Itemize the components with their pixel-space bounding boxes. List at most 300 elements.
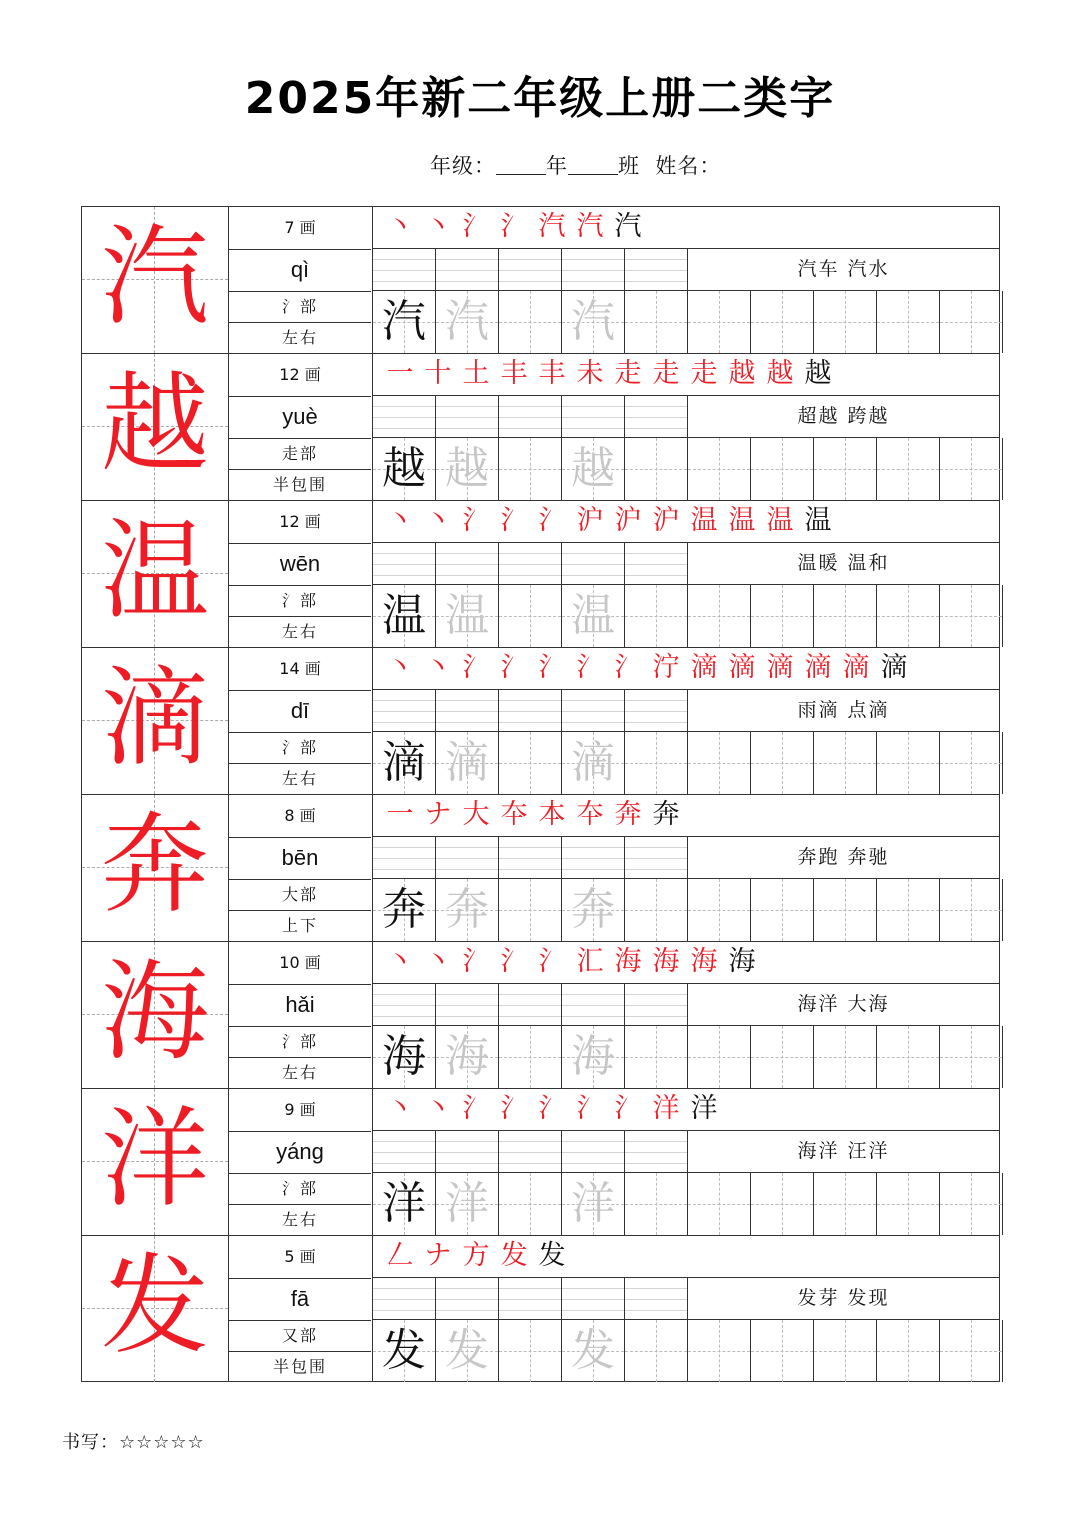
stroke-step: ナ: [424, 1240, 452, 1271]
stroke-order: [373, 501, 999, 543]
practice-cell[interactable]: [562, 585, 625, 647]
pinyin-practice-box[interactable]: [562, 1278, 625, 1319]
practice-cell[interactable]: [814, 291, 877, 353]
practice-grid: [373, 1320, 999, 1382]
char-info: [229, 1236, 373, 1382]
practice-cell[interactable]: [751, 291, 814, 353]
stroke-step: 滴: [804, 652, 832, 683]
cell-guide-vertical: [719, 1320, 720, 1382]
pinyin: yuè: [229, 396, 371, 439]
practice-cell[interactable]: [688, 879, 751, 941]
cell-guide-vertical: [656, 1173, 657, 1235]
radical: 氵部: [229, 1026, 371, 1058]
pinyin: yáng: [229, 1131, 371, 1174]
practice-cell[interactable]: [940, 438, 1003, 500]
practice-grid: [373, 585, 999, 647]
cell-guide-vertical: [845, 585, 846, 647]
stroke-step: 海: [728, 946, 756, 977]
stroke-step: 洋: [690, 1093, 718, 1124]
practice-cell[interactable]: [877, 732, 940, 794]
practice-cell[interactable]: [877, 1026, 940, 1088]
practice-cell[interactable]: [940, 1026, 1003, 1088]
stroke-step: 方: [462, 1240, 490, 1271]
practice-cell[interactable]: [814, 1173, 877, 1235]
cell-guide-vertical: [971, 1173, 972, 1235]
writing-area: [373, 1236, 999, 1382]
big-char-cell: [82, 207, 229, 353]
practice-cell[interactable]: [625, 879, 688, 941]
stroke-order: [373, 354, 999, 396]
stroke-step: 汽: [614, 211, 642, 242]
pinyin-practice-box[interactable]: [373, 249, 436, 290]
practice-cell[interactable]: [562, 291, 625, 353]
char-row: [82, 942, 999, 1089]
class-blank[interactable]: [568, 154, 618, 175]
practice-cell[interactable]: [562, 1173, 625, 1235]
stroke-step: 夲: [500, 799, 528, 830]
big-character: 越: [100, 362, 209, 487]
example-words: 汽车 汽水: [797, 258, 890, 280]
cell-guide-vertical: [656, 1320, 657, 1382]
cell-guide-vertical: [908, 291, 909, 353]
pinyin-practice-row: [373, 543, 999, 585]
practice-cell[interactable]: [814, 1026, 877, 1088]
writing-area: [373, 942, 999, 1088]
cell-guide-vertical: [782, 732, 783, 794]
writing-area: [373, 354, 999, 500]
stroke-order: [373, 795, 999, 837]
big-char-cell: [82, 501, 229, 647]
stroke-step: 丶: [424, 946, 452, 977]
practice-cell[interactable]: [373, 732, 436, 794]
stroke-step: 氵: [538, 652, 566, 683]
pinyin-practice-row: [373, 984, 999, 1026]
cell-guide-vertical: [971, 1026, 972, 1088]
pinyin-practice-box[interactable]: [373, 543, 436, 584]
stroke-step: 海: [652, 946, 680, 977]
practice-cell[interactable]: [814, 438, 877, 500]
practice-cell[interactable]: [625, 1026, 688, 1088]
practice-cell[interactable]: [436, 291, 499, 353]
pinyin-practice-box[interactable]: [436, 984, 499, 1025]
practice-cell[interactable]: [814, 879, 877, 941]
pinyin-practice-box[interactable]: [562, 984, 625, 1025]
pinyin-practice-box[interactable]: [373, 1131, 436, 1172]
stroke-step: 海: [690, 946, 718, 977]
stroke-step: 汽: [538, 211, 566, 242]
footer-label: 书写：: [62, 1432, 119, 1453]
stroke-step: 丶: [386, 211, 414, 242]
big-char-cell: [82, 1236, 229, 1382]
pinyin-practice-box[interactable]: [436, 837, 499, 878]
practice-cell[interactable]: [436, 1173, 499, 1235]
cell-guide-vertical: [719, 732, 720, 794]
stroke-step: 温: [728, 505, 756, 536]
practice-cell[interactable]: [562, 1320, 625, 1382]
pinyin-practice-box[interactable]: [625, 396, 688, 437]
pinyin-practice-box[interactable]: [562, 543, 625, 584]
stroke-step: 发: [500, 1240, 528, 1271]
pinyin: hǎi: [229, 984, 371, 1027]
cell-guide-vertical: [908, 732, 909, 794]
char-info: [229, 207, 373, 353]
practice-cell[interactable]: [688, 1320, 751, 1382]
practice-cell[interactable]: [688, 732, 751, 794]
stroke-step: 𠃋: [386, 1240, 414, 1271]
practice-grid: [373, 1026, 999, 1088]
big-char-cell: [82, 1089, 229, 1235]
stroke-step: 一: [386, 358, 414, 389]
cell-guide-vertical: [845, 1320, 846, 1382]
stroke-step: 洋: [652, 1093, 680, 1124]
stroke-step: 发: [538, 1240, 566, 1271]
writing-area: [373, 795, 999, 941]
pinyin-practice-box[interactable]: [562, 1131, 625, 1172]
practice-cell[interactable]: [373, 585, 436, 647]
stroke-step: 氵: [614, 1093, 642, 1124]
cell-guide-vertical: [908, 879, 909, 941]
practice-cell[interactable]: [562, 438, 625, 500]
stroke-step: 土: [462, 358, 490, 389]
practice-cell[interactable]: [436, 1320, 499, 1382]
stroke-order: [373, 1089, 999, 1131]
radical: 氵部: [229, 585, 371, 617]
char-row: [82, 795, 999, 942]
grade-label: 年级：: [430, 154, 496, 178]
stroke-step: 越: [728, 358, 756, 389]
stroke-step: 滴: [880, 652, 908, 683]
cell-guide-vertical: [845, 879, 846, 941]
pinyin-practice-box[interactable]: [562, 396, 625, 437]
big-char-cell: [82, 942, 229, 1088]
practice-cell[interactable]: [688, 1173, 751, 1235]
worksheet-table: [81, 206, 1000, 1382]
pinyin-practice-box[interactable]: [625, 984, 688, 1025]
practice-cell[interactable]: [877, 879, 940, 941]
example-words: 发芽 发现: [797, 1287, 890, 1309]
practice-cell[interactable]: [940, 291, 1003, 353]
char-row: [82, 1236, 999, 1383]
pinyin-practice-box[interactable]: [562, 837, 625, 878]
model-character: 奔: [382, 884, 426, 935]
stroke-step: 温: [804, 505, 832, 536]
cell-guide-vertical: [971, 732, 972, 794]
page-title: 2025年新二年级上册二类字: [244, 73, 836, 124]
practice-grid: [373, 879, 999, 941]
practice-cell[interactable]: [436, 585, 499, 647]
practice-cell[interactable]: [625, 1320, 688, 1382]
practice-cell[interactable]: [751, 438, 814, 500]
pinyin-practice-box[interactable]: [436, 1278, 499, 1319]
pinyin-practice-box[interactable]: [499, 1131, 562, 1172]
practice-cell[interactable]: [499, 438, 562, 500]
practice-cell[interactable]: [814, 585, 877, 647]
stroke-step: 丶: [424, 1093, 452, 1124]
stroke-step: 奔: [614, 799, 642, 830]
cell-guide-vertical: [782, 1173, 783, 1235]
practice-cell[interactable]: [373, 438, 436, 500]
example-words: 超越 跨越: [797, 405, 890, 427]
trace-character: 海: [445, 1031, 489, 1082]
stroke-step: 走: [690, 358, 718, 389]
pinyin-practice-box[interactable]: [373, 984, 436, 1025]
cell-guide-vertical: [530, 1320, 531, 1382]
cell-guide-vertical: [719, 1026, 720, 1088]
stroke-step: 氵: [500, 946, 528, 977]
grade-blank[interactable]: [496, 154, 546, 175]
practice-grid: [373, 732, 999, 794]
practice-cell[interactable]: [688, 585, 751, 647]
big-char-cell: [82, 648, 229, 794]
practice-cell[interactable]: [751, 732, 814, 794]
pinyin-practice-box[interactable]: [625, 690, 688, 731]
stroke-step: 温: [690, 505, 718, 536]
cell-guide-vertical: [971, 291, 972, 353]
cell-guide-vertical: [782, 585, 783, 647]
practice-cell[interactable]: [751, 1026, 814, 1088]
stroke-order: [373, 1236, 999, 1278]
structure: 左右: [281, 1210, 318, 1229]
pinyin-practice-box[interactable]: [436, 543, 499, 584]
radical: 氵部: [229, 1173, 371, 1205]
practice-cell[interactable]: [751, 585, 814, 647]
practice-cell[interactable]: [373, 291, 436, 353]
stroke-step: 氵: [538, 946, 566, 977]
cell-guide-vertical: [845, 1026, 846, 1088]
practice-cell[interactable]: [688, 291, 751, 353]
stroke-count: 14 画: [229, 648, 371, 691]
big-char-cell: [82, 795, 229, 941]
pinyin-practice-row: [373, 249, 999, 291]
stroke-step: 丶: [386, 946, 414, 977]
practice-cell[interactable]: [625, 438, 688, 500]
cell-guide-vertical: [719, 438, 720, 500]
cell-guide-vertical: [530, 1173, 531, 1235]
pinyin-practice-box[interactable]: [562, 690, 625, 731]
big-character: 奔: [100, 803, 209, 928]
pinyin-practice-box[interactable]: [625, 249, 688, 290]
practice-cell[interactable]: [625, 291, 688, 353]
stroke-count: 12 画: [229, 354, 371, 397]
practice-cell[interactable]: [373, 1173, 436, 1235]
pinyin-practice-box[interactable]: [373, 396, 436, 437]
practice-cell[interactable]: [499, 879, 562, 941]
practice-cell[interactable]: [373, 1026, 436, 1088]
practice-cell[interactable]: [877, 585, 940, 647]
char-info: [229, 795, 373, 941]
pinyin-practice-box[interactable]: [373, 690, 436, 731]
structure: 左右: [281, 769, 318, 788]
practice-cell[interactable]: [814, 732, 877, 794]
stroke-step: 本: [538, 799, 566, 830]
stroke-step: 氵: [538, 505, 566, 536]
cell-guide-vertical: [719, 879, 720, 941]
stroke-step: 氵: [462, 1093, 490, 1124]
stroke-step: 越: [804, 358, 832, 389]
pinyin: dī: [229, 690, 371, 733]
cell-guide-vertical: [656, 585, 657, 647]
radical: 氵部: [229, 732, 371, 764]
char-info: [229, 354, 373, 500]
cell-guide-vertical: [656, 732, 657, 794]
pinyin-practice-box[interactable]: [562, 249, 625, 290]
practice-cell[interactable]: [814, 1320, 877, 1382]
practice-cell[interactable]: [499, 1026, 562, 1088]
practice-cell[interactable]: [373, 1320, 436, 1382]
stroke-step: 丶: [386, 505, 414, 536]
practice-cell[interactable]: [940, 1173, 1003, 1235]
practice-cell[interactable]: [940, 1320, 1003, 1382]
cell-guide-vertical: [656, 438, 657, 500]
pinyin-practice-box[interactable]: [436, 249, 499, 290]
big-character: 发: [100, 1244, 209, 1369]
cell-guide-vertical: [530, 1026, 531, 1088]
cell-guide-vertical: [845, 291, 846, 353]
pinyin-practice-box[interactable]: [499, 396, 562, 437]
stroke-step: 氵: [614, 652, 642, 683]
trace-character: 汽: [445, 296, 489, 347]
writing-area: [373, 207, 999, 353]
trace-character: 汽: [571, 296, 615, 347]
practice-cell[interactable]: [877, 438, 940, 500]
practice-grid: [373, 291, 999, 353]
cell-guide-vertical: [656, 291, 657, 353]
name-label: 姓名：: [655, 154, 722, 178]
practice-cell[interactable]: [877, 291, 940, 353]
stroke-step: 温: [766, 505, 794, 536]
example-words: 雨滴 点滴: [797, 699, 890, 721]
practice-cell[interactable]: [940, 732, 1003, 794]
pinyin-practice-row: [373, 396, 999, 438]
pinyin-practice-box[interactable]: [499, 1278, 562, 1319]
footer: [62, 1428, 205, 1454]
practice-cell[interactable]: [625, 585, 688, 647]
big-character: 温: [100, 509, 209, 634]
stroke-step: 氵: [576, 652, 604, 683]
practice-cell[interactable]: [436, 1026, 499, 1088]
stroke-step: 滴: [728, 652, 756, 683]
practice-cell[interactable]: [436, 438, 499, 500]
stroke-step: 一: [386, 799, 414, 830]
practice-cell[interactable]: [625, 732, 688, 794]
stroke-step: 沪: [576, 505, 604, 536]
stroke-order: [373, 648, 999, 690]
stroke-count: 9 画: [229, 1089, 371, 1132]
cell-guide-vertical: [971, 438, 972, 500]
pinyin-practice-box[interactable]: [625, 1278, 688, 1319]
practice-cell[interactable]: [562, 1026, 625, 1088]
practice-cell[interactable]: [373, 879, 436, 941]
practice-cell[interactable]: [436, 879, 499, 941]
pinyin-practice-box[interactable]: [436, 690, 499, 731]
trace-character: 越: [571, 443, 615, 494]
stroke-step: 氵: [462, 505, 490, 536]
practice-cell[interactable]: [688, 438, 751, 500]
practice-cell[interactable]: [562, 879, 625, 941]
stroke-count: 8 画: [229, 795, 371, 838]
structure: 左右: [281, 1063, 318, 1082]
pinyin-practice-box[interactable]: [625, 837, 688, 878]
pinyin-practice-box[interactable]: [625, 543, 688, 584]
model-character: 汽: [382, 296, 426, 347]
cell-guide-vertical: [845, 732, 846, 794]
practice-cell[interactable]: [751, 1173, 814, 1235]
cell-guide-vertical: [782, 879, 783, 941]
practice-cell[interactable]: [751, 1320, 814, 1382]
trace-character: 发: [445, 1325, 489, 1376]
pinyin-practice-box[interactable]: [499, 690, 562, 731]
practice-cell[interactable]: [940, 879, 1003, 941]
practice-cell[interactable]: [688, 1026, 751, 1088]
pinyin-practice-box[interactable]: [625, 1131, 688, 1172]
trace-character: 奔: [571, 884, 615, 935]
pinyin-practice-box[interactable]: [436, 1131, 499, 1172]
pinyin-practice-box[interactable]: [499, 984, 562, 1025]
cell-guide-vertical: [782, 438, 783, 500]
practice-cell[interactable]: [562, 732, 625, 794]
model-character: 温: [382, 590, 426, 641]
model-character: 越: [382, 443, 426, 494]
trace-character: 滴: [571, 737, 615, 788]
cell-guide-vertical: [908, 585, 909, 647]
big-character: 海: [100, 950, 209, 1075]
stroke-step: 丰: [538, 358, 566, 389]
cell-guide-vertical: [656, 1026, 657, 1088]
pinyin-practice-box[interactable]: [499, 543, 562, 584]
stroke-step: 氵: [462, 946, 490, 977]
practice-cell[interactable]: [499, 585, 562, 647]
practice-cell[interactable]: [940, 585, 1003, 647]
pinyin-practice-box[interactable]: [499, 249, 562, 290]
big-character: 洋: [100, 1097, 209, 1222]
radical: 氵部: [229, 291, 371, 323]
stroke-step: 氵: [500, 505, 528, 536]
writing-area: [373, 501, 999, 647]
cell-guide-vertical: [782, 1320, 783, 1382]
stroke-step: 滴: [766, 652, 794, 683]
trace-character: 发: [571, 1325, 615, 1376]
stroke-step: 走: [614, 358, 642, 389]
practice-cell[interactable]: [499, 732, 562, 794]
trace-character: 温: [571, 590, 615, 641]
stroke-step: 海: [614, 946, 642, 977]
stroke-step: 氵: [576, 1093, 604, 1124]
pinyin-practice-box[interactable]: [373, 837, 436, 878]
pinyin-practice-row: [373, 1278, 999, 1320]
practice-cell[interactable]: [877, 1320, 940, 1382]
practice-cell[interactable]: [877, 1173, 940, 1235]
practice-cell[interactable]: [499, 1173, 562, 1235]
practice-cell[interactable]: [499, 291, 562, 353]
char-info: [229, 942, 373, 1088]
cell-guide-vertical: [656, 879, 657, 941]
practice-cell[interactable]: [499, 1320, 562, 1382]
stroke-step: 汇: [576, 946, 604, 977]
pinyin-practice-box[interactable]: [373, 1278, 436, 1319]
pinyin: fā: [229, 1278, 371, 1321]
pinyin-practice-box[interactable]: [499, 837, 562, 878]
practice-cell[interactable]: [751, 879, 814, 941]
stroke-step: ナ: [424, 799, 452, 830]
practice-cell[interactable]: [625, 1173, 688, 1235]
pinyin-practice-box[interactable]: [436, 396, 499, 437]
practice-cell[interactable]: [436, 732, 499, 794]
radical: 大部: [229, 879, 371, 911]
trace-character: 洋: [445, 1178, 489, 1229]
structure: 左右: [281, 328, 318, 347]
cell-guide-vertical: [971, 879, 972, 941]
rating-stars[interactable]: ☆☆☆☆☆: [119, 1432, 205, 1453]
